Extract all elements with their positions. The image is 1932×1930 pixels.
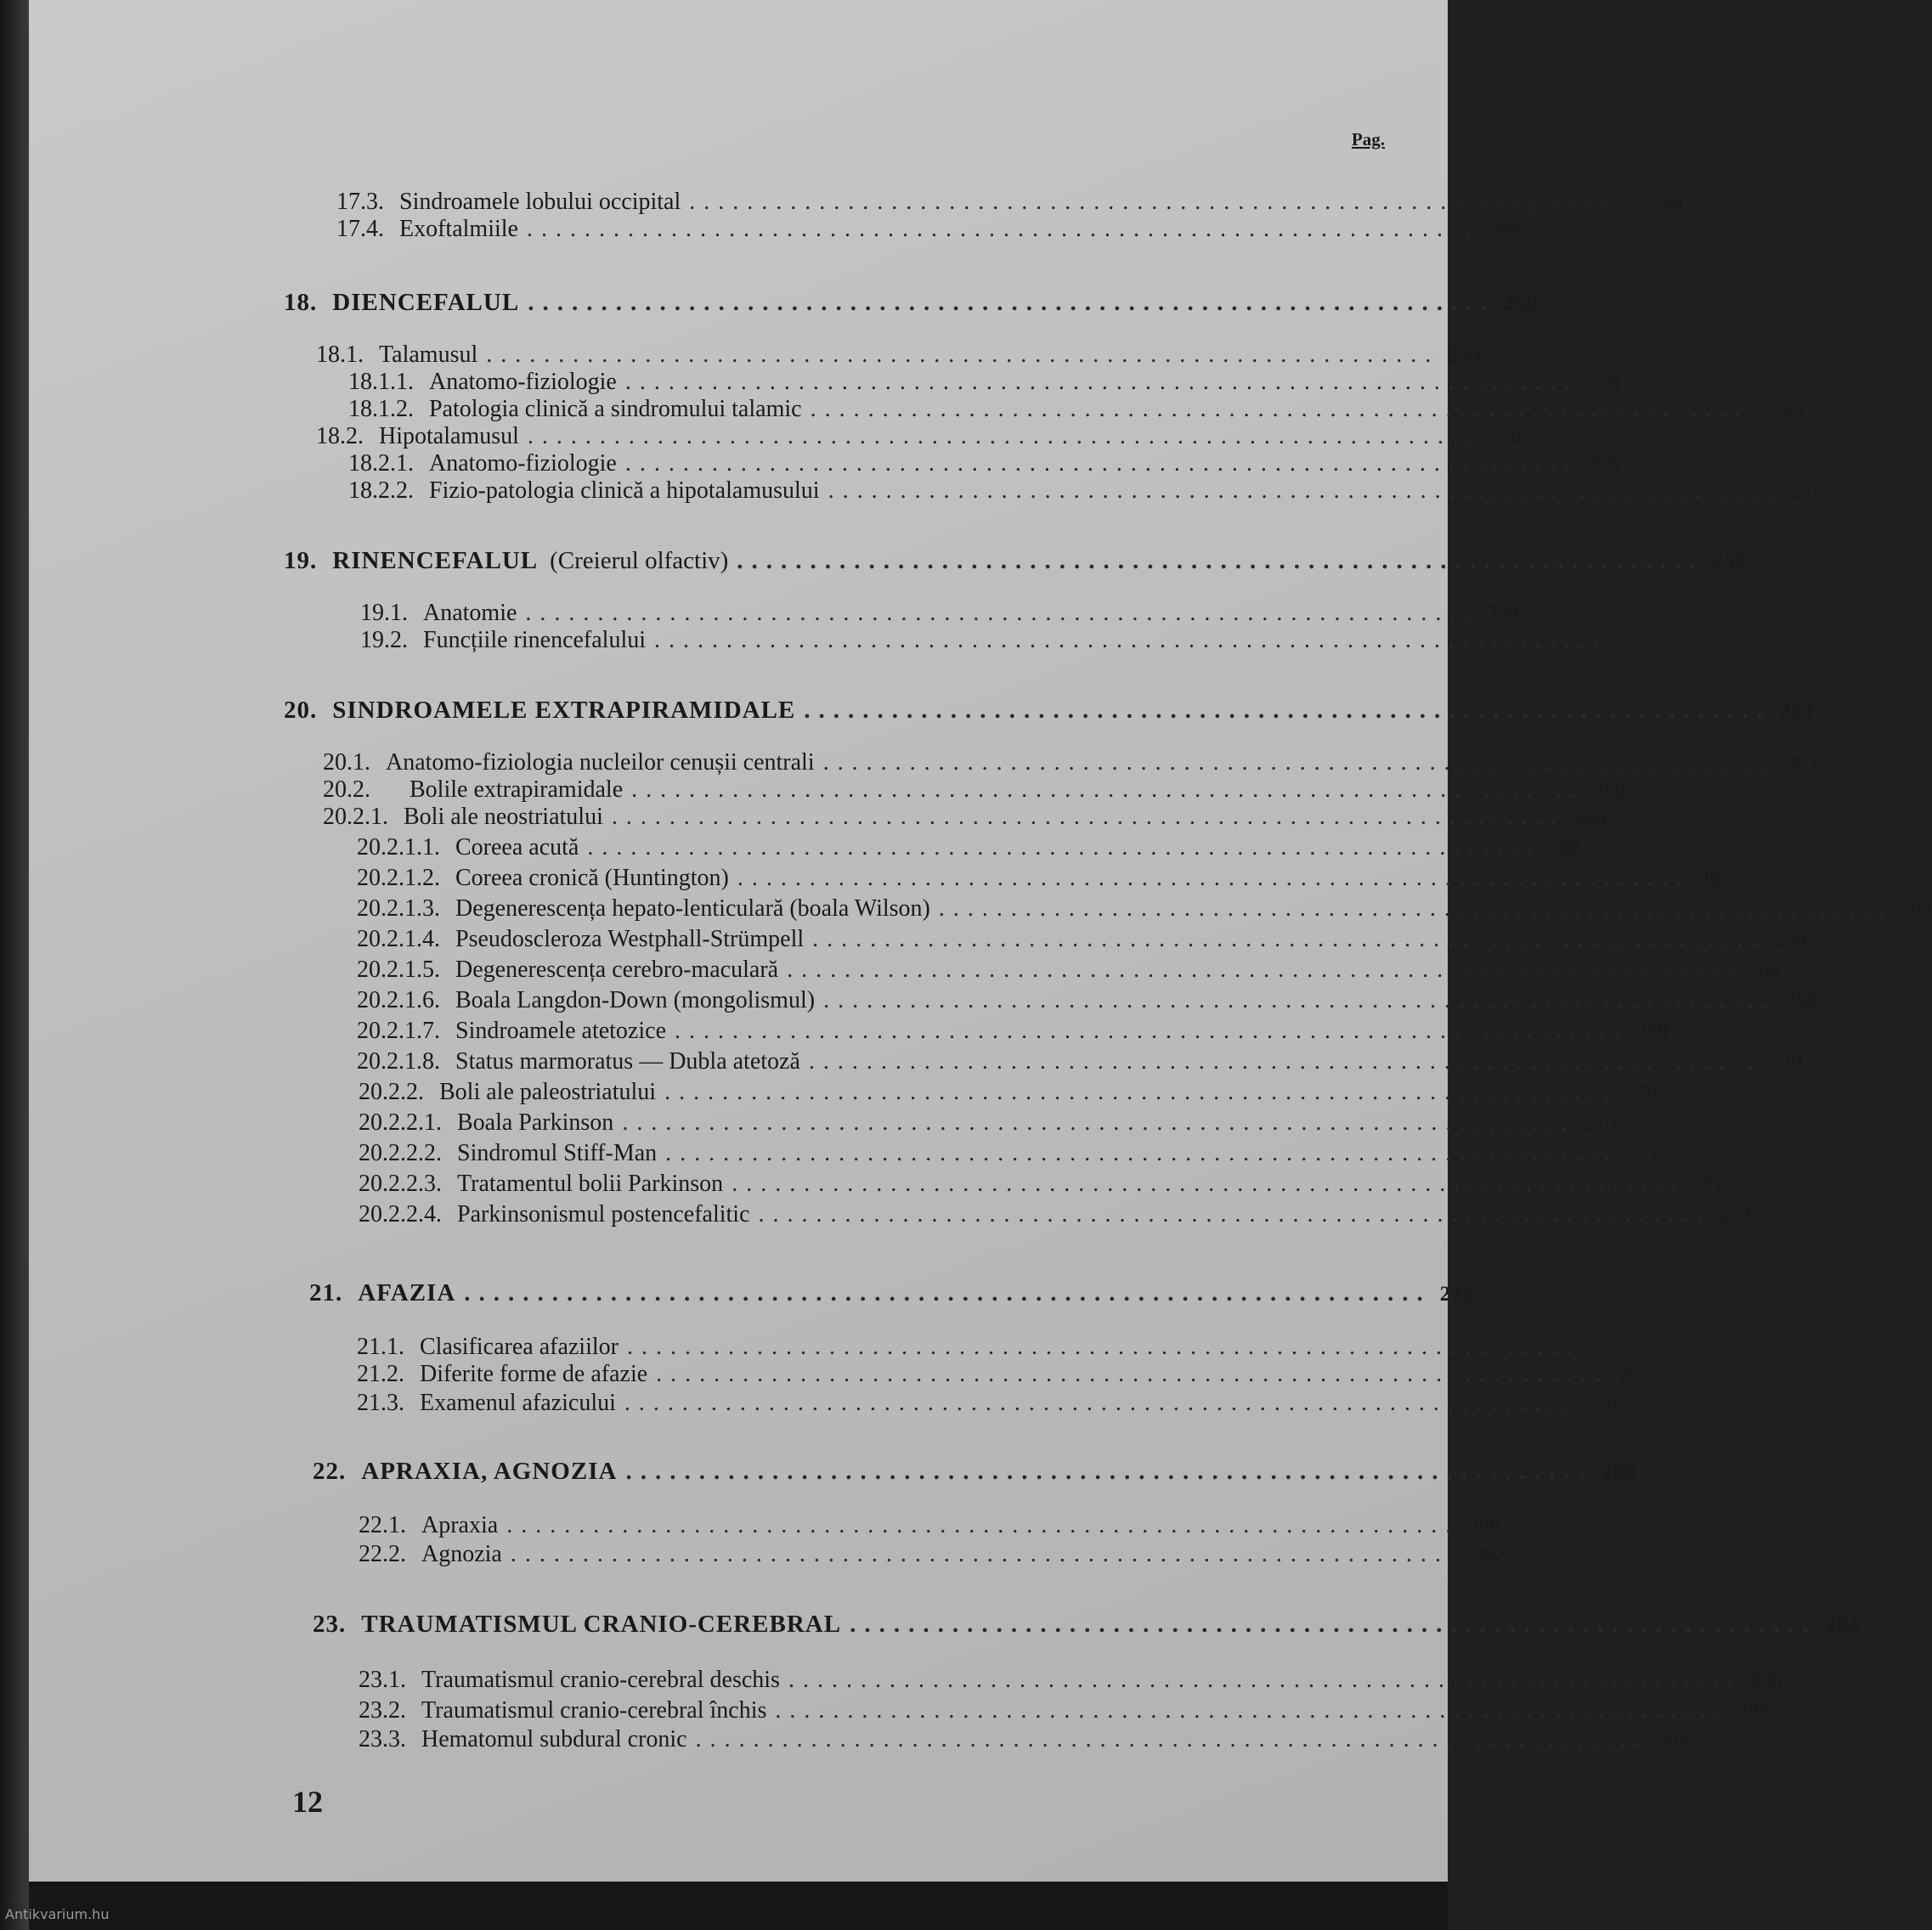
entry-page: 272 xyxy=(1693,1173,1726,1196)
entry-page: 283 xyxy=(1749,1669,1782,1692)
entry-number: 17.4. xyxy=(336,216,384,242)
watermark: Antikvarium.hu xyxy=(5,1906,110,1922)
entry-title: Anatomo-fiziologie xyxy=(429,450,617,477)
entry-title: Boala Parkinson xyxy=(457,1109,614,1136)
entry-page: 268 xyxy=(1774,928,1806,951)
toc-entry xyxy=(357,957,1781,989)
entry-title: Exoftalmiile xyxy=(399,216,518,242)
entry-number: 20.2.2.1. xyxy=(359,1109,442,1136)
leader-dots: .................................................................. xyxy=(525,600,1479,626)
toc-entry xyxy=(323,804,1606,836)
toc-chapter xyxy=(284,547,1748,579)
chapter-number: 22. xyxy=(313,1458,347,1485)
entry-title: Clasificarea afaziilor xyxy=(420,1334,619,1360)
entry-title: Anatomo-fiziologie xyxy=(429,369,617,395)
entry-title: Diferite forme de afazie xyxy=(420,1361,648,1387)
entry-page: 278 xyxy=(1585,1392,1618,1415)
leader-dots: .................................................................. xyxy=(631,776,1585,803)
toc-entry xyxy=(357,1361,1650,1393)
chapter-title: APRAXIA, AGNOZIA xyxy=(361,1458,618,1485)
toc-entry xyxy=(359,1079,1658,1111)
page-number: 12 xyxy=(292,1785,323,1819)
entry-number: 20.2.1.8. xyxy=(357,1048,440,1075)
entry-title: Sindroamele atetozice xyxy=(455,1018,666,1044)
entry-title: Traumatismul cranio-cerebral închis xyxy=(421,1697,767,1724)
chapter-number: 23. xyxy=(313,1611,347,1638)
leader-dots: .................................................................. xyxy=(625,1458,1593,1485)
entry-page: 270 xyxy=(1584,1112,1616,1135)
entry-page: 269 xyxy=(1785,990,1817,1013)
leader-dots: .................................................................. xyxy=(695,1726,1649,1752)
entry-title: Examenul afazicului xyxy=(420,1390,616,1416)
toc-chapter xyxy=(284,697,1815,729)
chapter-page: 280 xyxy=(1601,1461,1636,1484)
entry-title: Fizio-patologia clinică a hipotalamusului xyxy=(429,477,820,504)
toc-entry xyxy=(359,1109,1616,1142)
leader-dots: .................................................................. xyxy=(506,1512,1460,1538)
entry-page: 257 xyxy=(1789,480,1822,503)
toc-entry xyxy=(360,627,1648,659)
chapter-title: AFAZIA xyxy=(358,1279,456,1306)
chapter-number: 21. xyxy=(309,1279,343,1306)
entry-number: 20.2.1.7. xyxy=(357,1018,440,1044)
leader-dots: .................................................................. xyxy=(758,1201,1712,1227)
chapter-subtitle: (Creierul olfactiv) xyxy=(550,547,729,574)
leader-dots: .................................................................. xyxy=(737,547,1704,574)
entry-page: 283 xyxy=(1737,1700,1769,1723)
entry-page: 267 xyxy=(1900,898,1932,921)
entry-page: 249 xyxy=(1488,218,1521,241)
entry-title: Degenerescența hepato-lenticulară (boala Wilson) xyxy=(455,895,930,922)
entry-number: 18.1. xyxy=(316,341,364,368)
entry-number: 19.1. xyxy=(360,600,408,626)
entry-page: 284 xyxy=(1657,1729,1690,1752)
toc-entry xyxy=(357,1018,1669,1050)
chapter-page: 283 xyxy=(1825,1614,1861,1637)
entry-number: 18.2. xyxy=(316,423,364,449)
entry-page: 254 xyxy=(1771,398,1805,421)
entry-number: 22.2. xyxy=(359,1541,406,1567)
entry-title: Pseudoscleroza Westphall-Strümpell xyxy=(455,926,805,952)
leader-dots: .................................................................. xyxy=(486,341,1440,368)
chapter-page: 263 xyxy=(1779,700,1815,723)
leader-dots: .................................................................. xyxy=(732,1171,1686,1197)
entry-page: 266 xyxy=(1593,779,1625,802)
page-column-header: Pag. xyxy=(1351,129,1385,150)
leader-dots: .................................................................. xyxy=(737,865,1691,891)
leader-dots: .................................................................. xyxy=(527,423,1481,449)
toc-entry xyxy=(357,895,1932,928)
leader-dots: .................................................................. xyxy=(828,477,1782,504)
chapter-number: 19. xyxy=(284,547,318,574)
entry-title: Agnozia xyxy=(421,1541,502,1567)
leader-dots: .................................................................. xyxy=(624,1390,1578,1416)
entry-page: 256 xyxy=(1586,453,1619,476)
entry-title: Tratamentul bolii Parkinson xyxy=(457,1171,724,1197)
entry-number: 20.2.1.2. xyxy=(357,865,440,891)
entry-title: Sindromul Stiff-Man xyxy=(457,1140,658,1166)
leader-dots: .................................................................. xyxy=(850,1611,1817,1638)
leader-dots: .................................................................. xyxy=(788,1667,1742,1693)
entry-number: 20.2.1.4. xyxy=(357,926,440,952)
entry-number: 17.3. xyxy=(336,189,384,215)
toc-entry xyxy=(359,1512,1500,1544)
entry-title: Sindroamele lobului occipital xyxy=(399,189,681,215)
leader-dots: .................................................................. xyxy=(812,926,1766,952)
toc-chapter xyxy=(313,1458,1636,1490)
entry-title: Boli ale neostriatului xyxy=(404,804,603,830)
toc-chapter xyxy=(313,1611,1861,1643)
entry-number: 18.1.2. xyxy=(348,396,414,422)
toc-entry xyxy=(357,834,1581,866)
entry-page: 259 xyxy=(1487,602,1519,625)
leader-dots: .................................................................. xyxy=(626,1334,1580,1360)
entry-number: 18.2.2. xyxy=(348,477,414,504)
leader-dots: .................................................................. xyxy=(689,189,1643,215)
entry-page: 266 xyxy=(1573,806,1606,829)
entry-page: 277 xyxy=(1618,1363,1650,1386)
entry-page: 273 xyxy=(1720,1204,1752,1227)
entry-number: 20.2. xyxy=(323,776,370,803)
toc-entry xyxy=(359,1171,1726,1203)
toc-entry xyxy=(357,1390,1618,1422)
book-gutter xyxy=(0,0,29,1930)
chapter-title: TRAUMATISMUL CRANIO-CEREBRAL xyxy=(361,1611,842,1638)
chapter-title: RINENCEFALUL xyxy=(332,547,539,574)
toc-chapter xyxy=(284,289,1539,321)
entry-title: Boala Langdon-Down (mongolismul) xyxy=(455,987,816,1013)
toc-entry xyxy=(357,1048,1803,1081)
leader-dots: .................................................................. xyxy=(624,369,1579,395)
entry-number: 21.1. xyxy=(357,1334,404,1360)
entry-number: 21.2. xyxy=(357,1361,404,1387)
leader-dots: .................................................................. xyxy=(656,1361,1610,1387)
toc-chapter xyxy=(309,1279,1475,1312)
entry-number: 18.1.1. xyxy=(348,369,414,395)
entry-page: 270 xyxy=(1626,1081,1658,1104)
leader-dots: .................................................................. xyxy=(510,1541,1464,1567)
leader-dots: .................................................................. xyxy=(622,1109,1576,1136)
leader-dots: .................................................................. xyxy=(528,289,1495,316)
leader-dots: .................................................................. xyxy=(624,450,1579,477)
entry-page: 282 xyxy=(1472,1543,1505,1566)
leader-dots: .................................................................. xyxy=(787,957,1741,983)
entry-title: Apraxia xyxy=(421,1512,499,1538)
entry-title: Talamusul xyxy=(379,341,478,368)
entry-number: 20.2.1.6. xyxy=(357,987,440,1013)
toc-entry xyxy=(359,1541,1505,1573)
toc-entry xyxy=(359,1667,1782,1699)
toc-entry xyxy=(359,1201,1752,1233)
entry-title: Coreea cronică (Huntington) xyxy=(455,865,729,891)
entry-title: Anatomie xyxy=(423,600,517,626)
entry-page: 248 xyxy=(1651,191,1683,214)
entry-title: Funcțiile rinencefalului xyxy=(423,627,647,653)
entry-title: Boli ale paleostriatului xyxy=(439,1079,657,1105)
entry-page: 250 xyxy=(1586,371,1619,394)
leader-dots: .................................................................. xyxy=(938,895,1892,922)
entry-number: 20.2.1.5. xyxy=(357,957,440,983)
entry-number: 18.2.1. xyxy=(348,450,414,477)
entry-number: 23.2. xyxy=(359,1697,406,1724)
entry-number: 20.2.1.1. xyxy=(357,834,440,861)
entry-page: 256 xyxy=(1489,426,1522,449)
entry-title: Degenerescența cerebro-maculară xyxy=(455,957,779,983)
chapter-number: 20. xyxy=(284,697,318,724)
leader-dots: .................................................................. xyxy=(804,697,1771,724)
page-bottom-shadow xyxy=(29,1882,1448,1930)
leader-dots: .................................................................. xyxy=(823,987,1777,1013)
entry-page: 250 xyxy=(1448,344,1480,367)
entry-number: 20.2.2.4. xyxy=(359,1201,442,1227)
entry-page: 263 xyxy=(1784,752,1817,775)
entry-title: Parkinsonismul postencefalitic xyxy=(457,1201,750,1227)
chapter-page: 275 xyxy=(1439,1283,1475,1306)
entry-number: 23.1. xyxy=(359,1667,406,1693)
entry-number: 22.1. xyxy=(359,1512,406,1538)
toc-entry xyxy=(359,1697,1769,1730)
leader-dots: .................................................................. xyxy=(775,1697,1729,1724)
entry-page: 266 xyxy=(1549,837,1581,860)
entry-page: 261 xyxy=(1616,629,1648,652)
leader-dots: .................................................................. xyxy=(675,1018,1628,1044)
toc-entry xyxy=(336,216,1521,248)
leader-dots: .................................................................. xyxy=(654,627,1608,653)
toc-entry xyxy=(357,865,1731,897)
entry-page: 270 xyxy=(1770,1051,1803,1074)
entry-number: 23.3. xyxy=(359,1726,406,1752)
entry-number: 20.2.1.3. xyxy=(357,895,440,922)
entry-title: Patologia clinică a sindromului talamic xyxy=(429,396,802,422)
entry-number: 20.2.1. xyxy=(323,804,388,830)
leader-dots: .................................................................. xyxy=(810,396,1764,422)
leader-dots: .................................................................. xyxy=(664,1079,1618,1105)
entry-page: 271 xyxy=(1627,1143,1659,1165)
entry-page: 275 xyxy=(1588,1336,1621,1359)
entry-number: 20.2.2. xyxy=(359,1079,424,1105)
chapter-title: SINDROAMELE EXTRAPIRAMIDALE xyxy=(332,697,796,724)
entry-number: 20.2.2.2. xyxy=(359,1140,442,1166)
toc-entry xyxy=(357,926,1806,958)
entry-title: Coreea acută xyxy=(455,834,579,861)
entry-title: Traumatismul cranio-cerebral deschis xyxy=(421,1667,780,1693)
entry-number: 20.1. xyxy=(323,749,370,776)
toc-entry xyxy=(357,987,1817,1019)
toc-entry xyxy=(359,1140,1659,1172)
entry-page: 267 xyxy=(1698,867,1731,890)
leader-dots: .................................................................. xyxy=(464,1279,1432,1306)
leader-dots: .................................................................. xyxy=(611,804,1565,830)
toc-entry xyxy=(359,1726,1690,1758)
chapter-number: 18. xyxy=(284,289,318,316)
chapter-title: DIENCEFALUL xyxy=(332,289,520,316)
entry-title: Status marmoratus — Dubla atetoză xyxy=(455,1048,800,1075)
entry-title: Hematomul subdural cronic xyxy=(421,1726,687,1752)
entry-title: Anatomo-fiziologia nucleilor cenușii centrali xyxy=(386,749,815,776)
leader-dots: .................................................................. xyxy=(526,216,1480,242)
entry-number: 19.2. xyxy=(360,627,408,653)
entry-page: 269 xyxy=(1748,959,1781,982)
toc-entry xyxy=(348,477,1822,510)
leader-dots: .................................................................. xyxy=(822,749,1777,776)
entry-page: 269 xyxy=(1636,1020,1669,1043)
entry-page: 280 xyxy=(1468,1515,1500,1538)
entry-number: 20.2.2.3. xyxy=(359,1171,442,1197)
entry-number: 21.3. xyxy=(357,1390,404,1416)
chapter-page: 259 xyxy=(1712,550,1748,573)
entry-title: Hipotalamusul xyxy=(379,423,519,449)
leader-dots: .................................................................. xyxy=(808,1048,1762,1075)
leader-dots: .................................................................. xyxy=(665,1140,1619,1166)
book-page xyxy=(29,0,1932,1882)
entry-title: Bolile extrapiramidale xyxy=(410,776,624,803)
leader-dots: .................................................................. xyxy=(587,834,1541,861)
chapter-page: 250 xyxy=(1503,292,1539,315)
